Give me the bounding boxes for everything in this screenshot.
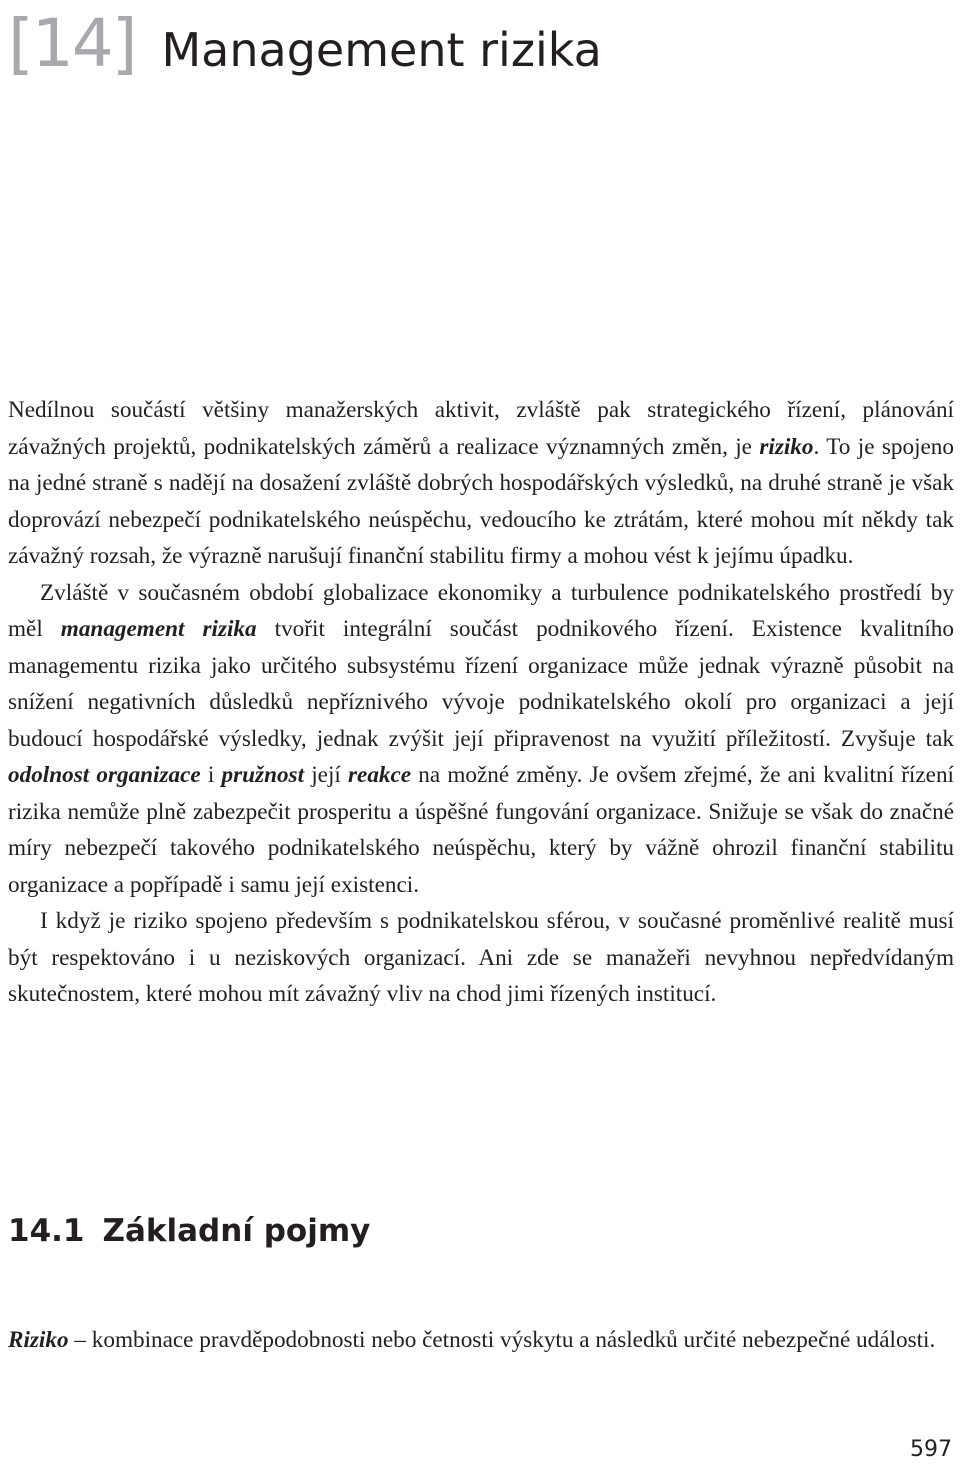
p1-text-a: Nedílnou součástí většiny manažerských aktivit, zvláště pak strategického řízení, plánování závažných projektů, podnikatelských záměrů a realizace významných změn, je: [8, 397, 954, 460]
page-number: 597: [910, 1437, 952, 1462]
term-pruznost: pružnost: [221, 762, 305, 788]
p2-connector-jeji: její: [304, 762, 349, 788]
intro-paragraph-2: [8, 575, 954, 904]
section-title: Základní pojmy: [102, 1213, 371, 1249]
definition-term: Riziko: [8, 1327, 69, 1353]
p1-text-b: . To je spojeno na jedné straně s nadějí na dosažení zvláště dobrých hospodářských výsledků, na druhé straně je však doprovází nebezpečí podnikatelského neúspěchu, vedoucího ke ztrátám, které mohou mít někdy tak závažný rozsah, že výrazně narušují finanční stabilitu firmy a mohou vést k jejímu úpadku.: [8, 433, 954, 569]
definition-paragraph: [8, 1322, 954, 1359]
chapter-number: [14]: [8, 5, 136, 82]
p2-text-a: Zvláště v současném období globalizace ekonomiky a turbulence podnikatelského prostředí by měl: [8, 579, 954, 642]
term-riziko: riziko: [759, 433, 814, 460]
p2-text-b: tvořit integrální součást podnikového řízení. Existence kvalitního managementu rizika jako určitého subsystému řízení organizace může jednak výrazně působit na snížení negativních důsledků nepříznivého vývoje podnikatelského okolí pro organizaci a její budoucí hospodářské výsledky, jednak zvýšit její připravenost na využití příležitostí. Zvyšuje tak: [8, 616, 954, 752]
section-heading: [8, 1208, 370, 1254]
intro-paragraph-3: I když je riziko spojeno především s podnikatelskou sférou, v současné proměnlivé realitě musí být respektováno i u neziskových organizací. Ani zde se manažeři nevyhnou nepředvídaným skutečnostem, které mohou mít závažný vliv na chod jimi řízených institucí.: [8, 908, 954, 1007]
intro-text: [8, 392, 954, 1013]
term-management-rizika: management rizika: [60, 616, 257, 642]
term-odolnost: odolnost organizace: [8, 762, 201, 788]
section-number: 14.1: [8, 1213, 85, 1249]
definition-text: – kombinace pravděpodobnosti nebo četnosti výskytu a následků určité nebezpečné události.: [68, 1327, 936, 1353]
intro-paragraph-1: [8, 392, 954, 575]
term-reakce: reakce: [348, 762, 412, 788]
p2-connector-i: i: [200, 762, 222, 788]
chapter-title: Management rizika: [161, 23, 602, 77]
p2-text-c: na možné změny. Je ovšem zřejmé, že ani kvalitní řízení rizika nemůže plně zabezpečit prosperitu a úspěšné fungování organizace. Snižuje se však do značné míry nebezpečí takového podnikatelského neúspěchu, který by vážně ohrozil finanční stabilitu organizace a popřípadě i samu její existenci.: [8, 762, 954, 898]
chapter-heading: [8, 4, 602, 84]
definition-block: [8, 1322, 954, 1359]
